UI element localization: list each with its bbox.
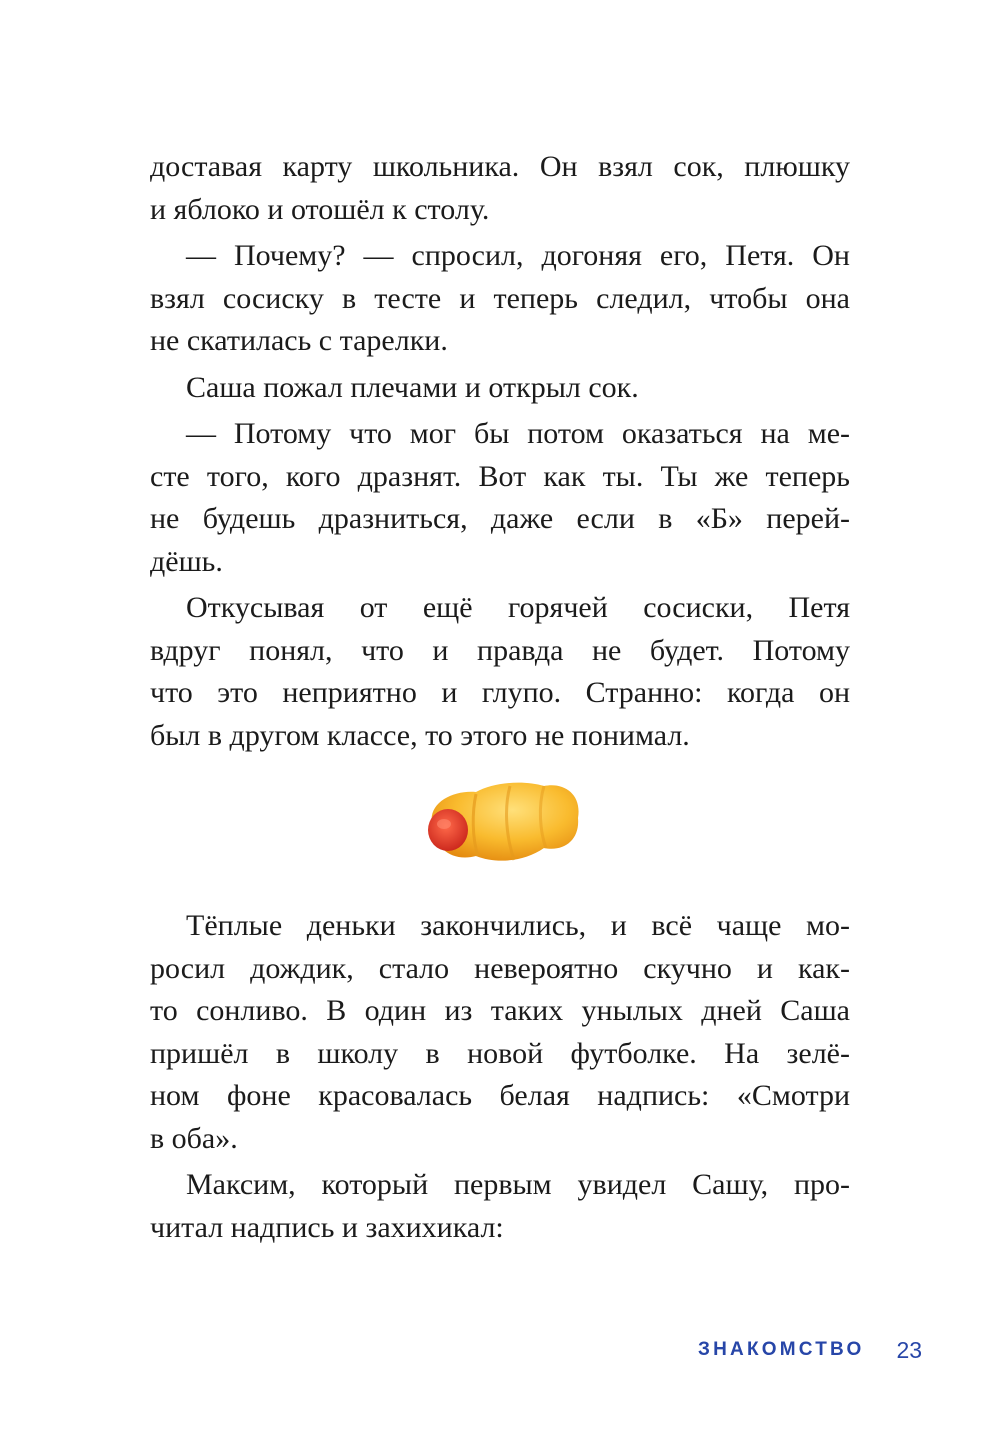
text-line: дёшь. xyxy=(150,544,223,578)
text-line: не будешь дразниться, даже если в «Б» перей- xyxy=(150,502,850,535)
text-line: был в другом классе, то этого не понимал. xyxy=(150,718,690,752)
text-line: — Почему? — спросил, догоняя его, Петя. Он xyxy=(186,239,850,272)
page-number: 23 xyxy=(896,1336,923,1363)
text-line: и яблоко и отошёл к столу. xyxy=(150,192,490,226)
text-line: взял сосиску в тесте и теперь следил, чтобы она xyxy=(150,281,850,315)
page-footer xyxy=(698,1330,922,1370)
text-line: Максим, который первым увидел Сашу, про- xyxy=(186,1168,850,1201)
text-line: росил дождик, стало невероятно скучно и как- xyxy=(150,951,850,985)
bottom-text-block xyxy=(150,905,850,1249)
text-line: Саша пожал плечами и открыл сок. xyxy=(186,370,639,404)
text-line: не скатилась с тарелки. xyxy=(150,324,448,357)
text-line: — Потому что мог бы потом оказаться на ме- xyxy=(186,417,850,450)
text-line: Тёплые деньки закончились, и всё чаще мо- xyxy=(186,909,850,942)
text-line: что это неприятно и глупо. Странно: когда он xyxy=(150,676,850,709)
text-line: в оба». xyxy=(150,1121,238,1155)
text-line: то сонливо. В один из таких унылых дней Саша xyxy=(150,994,850,1027)
section-title: ЗНАКОМСТВО xyxy=(698,1339,865,1360)
text-line: читал надпись и захихикал: xyxy=(150,1210,504,1244)
text-line: сте того, кого дразнят. Вот как ты. Ты же теперь xyxy=(150,459,850,493)
sausage-roll-icon xyxy=(414,772,586,872)
text-line: ном фоне красовалась белая надпись: «Смотри xyxy=(150,1079,850,1112)
text-line: доставая карту школьника. Он взял сок, плюшку xyxy=(150,150,850,183)
text-line: Откусывая от ещё горячей сосиски, Петя xyxy=(186,591,850,624)
text-line: вдруг понял, что и правда не будет. Потому xyxy=(150,633,850,667)
text-line: пришёл в школу в новой футболке. На зелё- xyxy=(150,1036,850,1070)
top-text-block xyxy=(150,146,850,757)
